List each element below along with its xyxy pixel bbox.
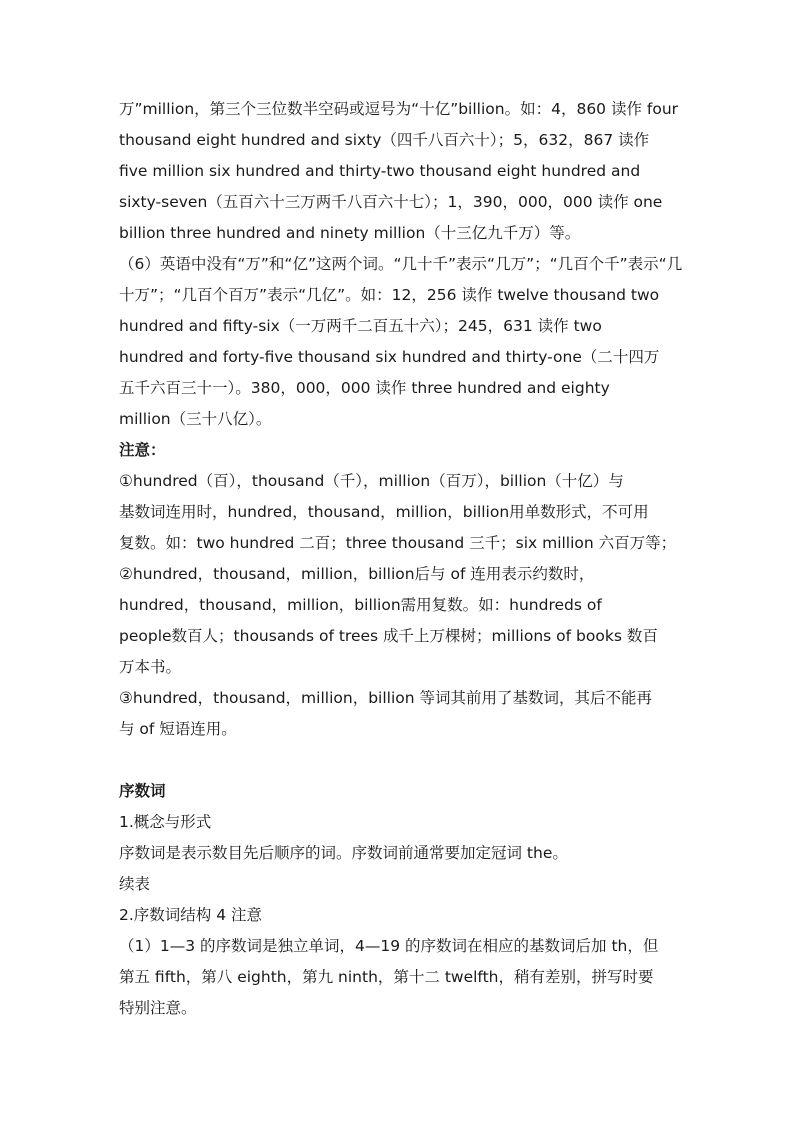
text-line: billion three hundred and ninety million（十三亿九千万）等。 <box>119 224 581 242</box>
text-line: ①hundred（百），thousand（千），million（百万），billion（十亿）与 <box>119 472 624 490</box>
text-line: 2.序数词结构 4 注意 <box>119 906 263 924</box>
text-line: five million six hundred and thirty-two thousand eight hundred and <box>119 162 641 180</box>
text-line: 复数。如：two hundred 二百；three thousand 三千；six million 六百万等； <box>119 534 677 552</box>
text-line: （6）英语中没有“万”和“亿”这两个词。“几十千”表示“几万”；“几百个千”表示“几 <box>119 255 683 273</box>
text-line: ②hundred，thousand，million，billion后与 of 连用表示约数时， <box>119 565 595 583</box>
ordinal-section <box>119 807 679 1024</box>
text-line: 1.概念与形式 <box>119 813 212 831</box>
text-line: 特别注意。 <box>119 999 197 1017</box>
text-line: people数百人；thousands of trees 成千上万棵树；millions of books 数百 <box>119 627 658 645</box>
text-line: 五千六百三十一）。380，000，000 读作 three hundred and eighty <box>119 379 610 397</box>
ordinal-heading: 序数词 <box>119 782 166 800</box>
text-line: 续表 <box>119 875 151 893</box>
text-line: ③hundred，thousand，million，billion 等词其前用了基数词，其后不能再 <box>119 689 652 707</box>
text-line: hundred and forty-five thousand six hundred and thirty-one（二十四万 <box>119 348 660 366</box>
cardinal-reading-section <box>119 94 683 435</box>
text-line: 第五 fifth，第八 eighth，第九 ninth，第十二 twelfth，稍有差别，拼写时要 <box>119 968 654 986</box>
text-line: 十万”；“几百个百万”表示“几亿”。如：12，256 读作 twelve thousand two <box>119 286 660 304</box>
document-page <box>119 94 683 1024</box>
note-section <box>119 466 679 745</box>
text-line: thousand eight hundred and sixty（四千八百六十）；5，632，867 读作 <box>119 131 650 149</box>
note-heading: 注意： <box>119 441 166 459</box>
text-line: million（三十八亿）。 <box>119 410 272 428</box>
text-line: hundred，thousand，million，billion需用复数。如：hundreds of <box>119 596 602 614</box>
text-line: 万”million，第三个三位数半空码或逗号为“十亿”billion。如：4，860 读作 four <box>119 100 679 118</box>
text-line: hundred and fifty-six（一万两千二百五十六）；245，631 读作 two <box>119 317 602 335</box>
text-line: 序数词是表示数目先后顺序的词。序数词前通常要加定冠词 the。 <box>119 844 568 862</box>
text-line: 万本书。 <box>119 658 182 676</box>
paragraph-gap <box>119 745 679 776</box>
text-line: （1）1—3 的序数词是独立单词，4—19 的序数词在相应的基数词后加 th，但 <box>119 937 659 955</box>
text-line: 基数词连用时，hundred，thousand，million，billion用单数形式，不可用 <box>119 503 649 521</box>
text-line: 与 of 短语连用。 <box>119 720 237 738</box>
text-line: sixty-seven（五百六十三万两千八百六十七）；1，390，000，000 读作 one <box>119 193 663 211</box>
